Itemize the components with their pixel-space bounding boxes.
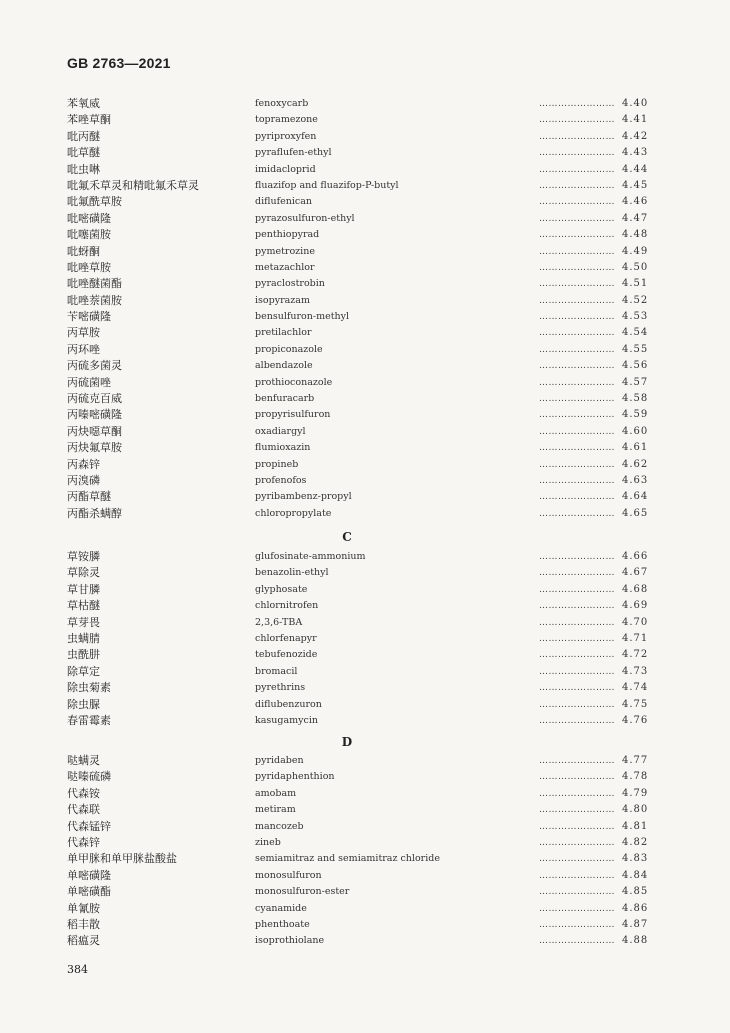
index-entry (67, 835, 649, 851)
section-number: 4.46 (622, 196, 649, 208)
english-name: oxadiargyl (255, 425, 306, 437)
section-number: 4.72 (622, 649, 649, 661)
chinese-name: 丙嗪嘧磺隆 (67, 408, 122, 422)
index-entry (67, 647, 649, 663)
leader-dots: …………………… (539, 361, 615, 372)
leader-dots: …………………… (539, 870, 615, 881)
english-name: pyriproxyfen (255, 130, 317, 142)
chinese-name: 稻丰散 (67, 917, 100, 931)
english-name: propiconazole (255, 343, 323, 355)
english-name: mancozeb (255, 820, 304, 832)
section-number: 4.77 (622, 755, 649, 766)
index-entry (67, 309, 649, 325)
section-number: 4.79 (622, 787, 649, 799)
leader-dots: …………………… (539, 164, 615, 175)
index-entry (67, 802, 649, 818)
section-number: 4.69 (622, 600, 649, 612)
index-entry (67, 260, 649, 276)
english-name: semiamitraz and semiamitraz chloride (255, 853, 440, 865)
chinese-name: 单氰胺 (67, 901, 100, 915)
chinese-name: 苯唑草酮 (67, 113, 111, 127)
section-number: 4.55 (622, 343, 649, 355)
english-name: tebufenozide (255, 649, 318, 661)
index-section-c (67, 549, 649, 729)
english-name: topramezone (255, 114, 318, 126)
english-name: benfuracarb (255, 393, 315, 405)
chinese-name: 草甘膦 (67, 582, 100, 596)
chinese-name: 丙硫菌唑 (67, 375, 111, 389)
chinese-name: 吡丙醚 (67, 129, 100, 143)
chinese-name: 吡噻菌胺 (67, 228, 111, 242)
letter-heading-d: D (341, 735, 353, 749)
chinese-name: 吡氟酰草胺 (67, 195, 122, 209)
leader-dots: …………………… (539, 837, 615, 848)
index-entry (67, 112, 649, 128)
section-number: 4.62 (622, 458, 649, 470)
english-name: chloropropylate (255, 507, 332, 519)
leader-dots: …………………… (539, 115, 615, 126)
section-number: 4.60 (622, 425, 649, 437)
index-entry (67, 697, 649, 713)
chinese-name: 吡虫啉 (67, 162, 100, 176)
leader-dots: …………………… (539, 919, 615, 930)
index-entry (67, 917, 649, 933)
chinese-name: 草芽畏 (67, 615, 100, 629)
index-entry (67, 211, 649, 227)
chinese-name: 单甲脒和单甲脒盐酸盐 (67, 852, 177, 866)
index-entry (67, 162, 649, 178)
leader-dots: …………………… (539, 887, 615, 898)
section-number: 4.71 (622, 632, 649, 644)
chinese-name: 吡蚜酮 (67, 244, 100, 258)
index-entry (67, 582, 649, 598)
section-number: 4.68 (622, 583, 649, 595)
section-number: 4.42 (622, 130, 649, 142)
english-name: kasugamycin (255, 714, 319, 726)
section-number: 4.53 (622, 311, 649, 323)
index-entry (67, 549, 649, 565)
english-name: pyrethrins (255, 682, 306, 694)
index-entry (67, 489, 649, 505)
english-name: profenofos (255, 474, 307, 486)
index-entry (67, 457, 649, 473)
english-name: amobam (255, 787, 297, 799)
chinese-name: 丙炔噁草酮 (67, 424, 122, 438)
chinese-name: 丙酯草醚 (67, 490, 111, 504)
english-name: monosulfuron-ester (255, 886, 350, 898)
english-name: glufosinate-ammonium (255, 551, 366, 562)
leader-dots: …………………… (539, 666, 615, 677)
index-entry (67, 342, 649, 358)
chinese-name: 草除灵 (67, 566, 100, 580)
leader-dots: …………………… (539, 699, 615, 710)
section-number: 4.52 (622, 294, 649, 306)
section-number: 4.82 (622, 836, 649, 848)
leader-dots: …………………… (539, 131, 615, 142)
leader-dots: …………………… (539, 683, 615, 694)
leader-dots: …………………… (539, 617, 615, 628)
leader-dots: …………………… (539, 246, 615, 257)
section-number: 4.41 (622, 114, 649, 126)
chinese-name: 单嘧磺隆 (67, 868, 111, 882)
page-number: 384 (67, 963, 88, 976)
section-number: 4.54 (622, 327, 649, 339)
english-name: diflufenican (255, 196, 312, 208)
section-number: 4.49 (622, 245, 649, 257)
chinese-name: 代森铵 (67, 786, 100, 800)
english-name: isopyrazam (255, 294, 310, 306)
leader-dots: …………………… (539, 312, 615, 323)
english-name: fluazifop and fluazifop-P-butyl (255, 179, 399, 191)
index-entry (67, 358, 649, 374)
leader-dots: …………………… (539, 180, 615, 191)
leader-dots: …………………… (539, 756, 615, 766)
index-entry (67, 424, 649, 440)
leader-dots: …………………… (539, 459, 615, 470)
english-name: flumioxazin (255, 442, 311, 454)
chinese-name: 丙草胺 (67, 326, 100, 340)
section-number: 4.43 (622, 147, 649, 159)
chinese-name: 丙森锌 (67, 457, 100, 471)
leader-dots: …………………… (539, 772, 615, 783)
english-name: benazolin-ethyl (255, 567, 329, 579)
section-number: 4.47 (622, 212, 649, 224)
index-entry (67, 680, 649, 696)
leader-dots: …………………… (539, 279, 615, 290)
chinese-name: 吡嘧磺隆 (67, 211, 111, 225)
index-entry (67, 631, 649, 647)
index-entry (67, 769, 649, 785)
section-number: 4.67 (622, 567, 649, 579)
section-number: 4.80 (622, 804, 649, 816)
english-name: penthiopyrad (255, 229, 320, 241)
english-name: isoprothiolane (255, 935, 325, 947)
english-name: pyraflufen-ethyl (255, 147, 332, 159)
section-number: 4.58 (622, 393, 649, 405)
english-name: glyphosate (255, 583, 308, 595)
english-name: prothioconazole (255, 376, 333, 388)
english-name: metiram (255, 804, 296, 816)
section-number: 4.65 (622, 507, 649, 519)
index-entry (67, 473, 649, 489)
leader-dots: …………………… (539, 601, 615, 612)
section-number: 4.64 (622, 491, 649, 503)
english-name: metazachlor (255, 261, 315, 273)
leader-dots: …………………… (539, 903, 615, 914)
index-entry (67, 178, 649, 194)
section-number: 4.59 (622, 409, 649, 421)
letter-heading-c: C (342, 530, 352, 544)
index-section-b (67, 96, 649, 522)
english-name: phenthoate (255, 918, 310, 930)
chinese-name: 丙溴磷 (67, 473, 100, 487)
index-entry (67, 325, 649, 341)
english-name: albendazole (255, 360, 313, 372)
section-number: 4.51 (622, 278, 649, 290)
index-entry (67, 227, 649, 243)
index-entry (67, 244, 649, 260)
chinese-name: 苄嘧磺隆 (67, 310, 111, 324)
leader-dots: …………………… (539, 213, 615, 224)
index-entry (67, 129, 649, 145)
section-number: 4.74 (622, 682, 649, 694)
chinese-name: 代森锰锌 (67, 819, 111, 833)
leader-dots: …………………… (539, 788, 615, 799)
leader-dots: …………………… (539, 230, 615, 241)
chinese-name: 代森锌 (67, 835, 100, 849)
section-number: 4.87 (622, 918, 649, 930)
leader-dots: …………………… (539, 148, 615, 159)
leader-dots: …………………… (539, 552, 615, 562)
leader-dots: …………………… (539, 650, 615, 661)
section-number: 4.86 (622, 902, 649, 914)
english-name: propyrisulfuron (255, 409, 331, 421)
section-number: 4.73 (622, 665, 649, 677)
leader-dots: …………………… (539, 197, 615, 208)
chinese-name: 哒嗪硫磷 (67, 770, 111, 784)
leader-dots: …………………… (539, 821, 615, 832)
section-number: 4.57 (622, 376, 649, 388)
leader-dots: …………………… (539, 715, 615, 726)
index-entry (67, 819, 649, 835)
chinese-name: 丙酯杀螨醇 (67, 506, 122, 520)
leader-dots: …………………… (539, 475, 615, 486)
leader-dots: …………………… (539, 633, 615, 644)
chinese-name: 丙硫多菌灵 (67, 359, 122, 373)
section-number: 4.81 (622, 820, 649, 832)
index-section-d (67, 753, 649, 950)
index-entry (67, 615, 649, 631)
leader-dots: …………………… (539, 377, 615, 388)
index-entry (67, 933, 649, 949)
english-name: pyridaben (255, 755, 304, 766)
leader-dots: …………………… (539, 584, 615, 595)
chinese-name: 吡氟禾草灵和精吡氟禾草灵 (67, 178, 199, 192)
chinese-name: 苯氧威 (67, 97, 100, 110)
english-name: zineb (255, 836, 281, 848)
leader-dots: …………………… (539, 854, 615, 865)
chinese-name: 代森联 (67, 803, 100, 817)
index-entry (67, 868, 649, 884)
chinese-name: 吡唑萘菌胺 (67, 293, 122, 307)
leader-dots: …………………… (539, 99, 615, 109)
chinese-name: 草铵膦 (67, 550, 100, 563)
chinese-name: 春雷霉素 (67, 713, 111, 727)
section-number: 4.85 (622, 886, 649, 898)
section-number: 4.66 (622, 551, 649, 562)
index-entry (67, 753, 649, 769)
index-entry (67, 786, 649, 802)
chinese-name: 丙炔氟草胺 (67, 441, 122, 455)
index-entry (67, 506, 649, 522)
index-entry (67, 407, 649, 423)
english-name: bromacil (255, 665, 298, 677)
leader-dots: …………………… (539, 936, 615, 947)
leader-dots: …………………… (539, 344, 615, 355)
chinese-name: 丙环唑 (67, 342, 100, 356)
english-name: bensulfuron-methyl (255, 311, 350, 323)
english-name: pyrazosulfuron-ethyl (255, 212, 355, 224)
index-entry (67, 375, 649, 391)
leader-dots: …………………… (539, 508, 615, 519)
english-name: diflubenzuron (255, 698, 322, 710)
leader-dots: …………………… (539, 426, 615, 437)
english-name: 2,3,6-TBA (255, 616, 303, 628)
chinese-name: 稻瘟灵 (67, 934, 100, 948)
leader-dots: …………………… (539, 328, 615, 339)
section-number: 4.45 (622, 179, 649, 191)
english-name: pretilachlor (255, 327, 312, 339)
leader-dots: …………………… (539, 568, 615, 579)
section-number: 4.76 (622, 714, 649, 726)
chinese-name: 除虫菊素 (67, 681, 111, 695)
index-entry (67, 901, 649, 917)
section-number: 4.61 (622, 442, 649, 454)
leader-dots: …………………… (539, 443, 615, 454)
section-number: 4.63 (622, 474, 649, 486)
index-entry (67, 276, 649, 292)
chinese-name: 草枯醚 (67, 599, 100, 613)
leader-dots: …………………… (539, 394, 615, 405)
index-entry (67, 598, 649, 614)
section-number: 4.83 (622, 853, 649, 865)
chinese-name: 除虫脲 (67, 697, 100, 711)
english-name: pyraclostrobin (255, 278, 325, 290)
english-name: imidacloprid (255, 163, 316, 175)
index-entry (67, 851, 649, 867)
leader-dots: …………………… (539, 295, 615, 306)
section-number: 4.56 (622, 360, 649, 372)
chinese-name: 吡唑草胺 (67, 260, 111, 274)
section-number: 4.84 (622, 869, 649, 881)
leader-dots: …………………… (539, 262, 615, 273)
section-number: 4.48 (622, 229, 649, 241)
english-name: propineb (255, 458, 299, 470)
chinese-name: 除草定 (67, 664, 100, 678)
english-name: pyribambenz-propyl (255, 491, 352, 503)
chinese-name: 哒螨灵 (67, 754, 100, 767)
section-number: 4.40 (622, 98, 649, 109)
leader-dots: …………………… (539, 805, 615, 816)
section-number: 4.88 (622, 935, 649, 947)
english-name: chlornitrofen (255, 600, 319, 612)
section-number: 4.70 (622, 616, 649, 628)
index-entry (67, 293, 649, 309)
index-entry (67, 565, 649, 581)
leader-dots: …………………… (539, 492, 615, 503)
chinese-name: 吡草醚 (67, 146, 100, 160)
chinese-name: 虫螨腈 (67, 631, 100, 645)
index-entry (67, 664, 649, 680)
section-number: 4.50 (622, 261, 649, 273)
chinese-name: 丙硫克百威 (67, 392, 122, 406)
chinese-name: 单嘧磺酯 (67, 885, 111, 899)
standard-code-header: GB 2763—2021 (67, 55, 171, 71)
english-name: fenoxycarb (255, 98, 309, 109)
chinese-name: 虫酰肼 (67, 648, 100, 662)
index-entry (67, 194, 649, 210)
index-entry (67, 391, 649, 407)
index-entry (67, 145, 649, 161)
index-entry (67, 440, 649, 456)
index-entry (67, 96, 649, 112)
section-number: 4.75 (622, 698, 649, 710)
index-entry (67, 713, 649, 729)
index-entry (67, 884, 649, 900)
leader-dots: …………………… (539, 410, 615, 421)
section-number: 4.78 (622, 771, 649, 783)
english-name: chlorfenapyr (255, 632, 317, 644)
chinese-name: 吡唑醚菌酯 (67, 277, 122, 291)
english-name: cyanamide (255, 902, 307, 914)
english-name: pymetrozine (255, 245, 315, 257)
english-name: pyridaphenthion (255, 771, 335, 783)
english-name: monosulfuron (255, 869, 322, 881)
section-number: 4.44 (622, 163, 649, 175)
